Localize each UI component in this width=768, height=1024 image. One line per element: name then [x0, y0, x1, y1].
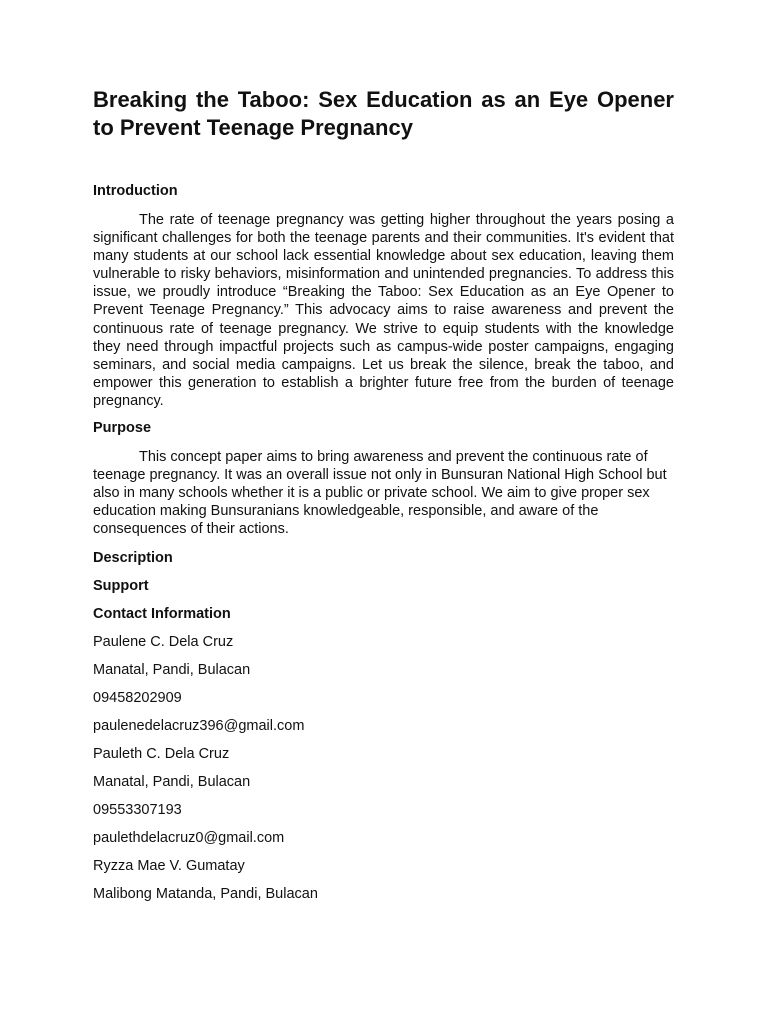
introduction-heading: Introduction: [93, 183, 178, 199]
document-title: Breaking the Taboo: Sex Education as an Eye Opener to Prevent Teenage Pregnancy: [93, 87, 674, 140]
contact-name: Ryzza Mae V. Gumatay: [93, 857, 245, 874]
contact-heading: Contact Information: [93, 605, 231, 622]
support-heading: Support: [93, 577, 149, 594]
introduction-paragraph: The rate of teenage pregnancy was getting higher throughout the years posing a significant challenges for both the teenage parents and their communities. It's evident that many students at our school lack essential knowledge about sex education, leaving them vulnerable to risky behaviors, misinformation and unintended pregnancies. To address this issue, we proudly introduce “Breaking the Taboo: Sex Education as an Eye Opener to Prevent Teenage Pregnancy.” This advocacy aims to raise awareness and prevent the continuous rate of teenage pregnancy. We strive to equip students with the knowledge they need through impactful projects such as campus-wide poster campaigns, engaging seminars, and social media campaigns. Let us break the silence, break the taboo, and empower this generation to establish a brighter future free from the burden of teenage pregnancy.: [93, 212, 674, 409]
contact-email: paulenedelacruz396@gmail.com: [93, 717, 305, 734]
description-heading: Description: [93, 549, 173, 566]
contact-list: [93, 633, 674, 903]
contact-address: Manatal, Pandi, Bulacan: [93, 661, 251, 678]
contact-email: paulethdelacruz0@gmail.com: [93, 829, 285, 846]
contact-name: Paulene C. Dela Cruz: [93, 633, 234, 650]
contact-phone: 09553307193: [93, 801, 182, 818]
purpose-paragraph: This concept paper aims to bring awareness and prevent the continuous rate of teenage pregnancy. It was an overall issue not only in Bunsuran National High School but also in many schools whether it is a public or private school. We aim to give proper sex education making Bunsuranians knowledgeable, responsible, and aware of the consequences of their actions.: [93, 449, 667, 538]
purpose-heading: Purpose: [93, 420, 152, 437]
contact-address: Manatal, Pandi, Bulacan: [93, 773, 251, 790]
document-content: [93, 86, 674, 903]
contact-name: Pauleth C. Dela Cruz: [93, 745, 230, 762]
contact-address: Malibong Matanda, Pandi, Bulacan: [93, 885, 318, 902]
contact-phone: 09458202909: [93, 689, 182, 706]
